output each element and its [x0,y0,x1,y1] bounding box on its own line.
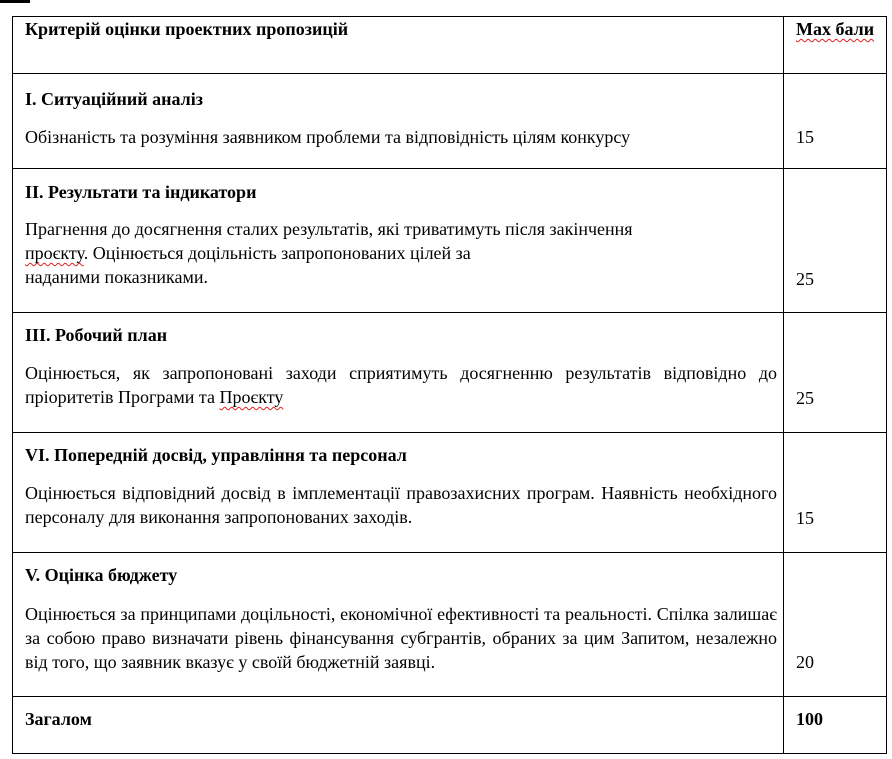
section-1-cell [13,74,784,169]
total-score: 100 [796,709,823,729]
section-5-cell [13,553,784,697]
section-2-desc [25,217,777,289]
section-4-desc: Оцінюється відповідний досвід в імплементації правозахисних програм. Наявність необхідного персоналу для виконання запропонованих заходів. [25,483,777,527]
section-1-title: I. Ситуаційний аналіз [25,89,203,109]
section-2-score: 25 [796,269,814,289]
section-3-desc-spell-word: Проєкту [219,387,284,407]
section-1-score: 15 [796,127,814,147]
total-score-cell [784,697,887,754]
table-row [13,169,887,313]
total-label: Загалом [25,709,92,729]
table-row [13,433,887,553]
section-5-score: 20 [796,652,814,672]
section-4-cell [13,433,784,553]
section-2-desc-line1: Прагнення до досягнення сталих результатів, які триватимуть після закінчення [25,219,633,239]
section-3-title: III. Робочий план [25,325,168,345]
section-2-desc-line2: . Оцінюється доцільність запропонованих цілей за [83,243,471,263]
section-1-desc: Обізнаність та розуміння заявником проблеми та відповідність цілям конкурсу [25,127,631,147]
section-3-cell [13,313,784,433]
total-label-cell [13,697,784,754]
header-max-cell [784,17,887,74]
table-header-row [13,17,887,74]
section-3-score-cell [784,313,887,433]
table-total-row [13,697,887,754]
section-2-desc-spell-word: проєкту [25,243,84,263]
section-3-desc-text: Оцінюється, як запропоновані заходи сприятимуть досягненню результатів відповідно до пріоритетів Програми та [25,363,777,407]
table-row [13,74,887,169]
header-criteria-cell [13,17,784,74]
section-3-score: 25 [796,388,814,408]
section-5-title: V. Оцінка бюджету [25,565,178,585]
header-max-label: Max бали [796,19,875,39]
header-criteria-label: Критерій оцінки проектних пропозицій [25,19,349,39]
section-5-desc: Оцінюється за принципами доцільності, економічної ефективності та реальності. Спілка залишає за собою право визначати рівень фінансування субгрантів, обраних за цим Запитом, незалежно від того, що заявник вказує у своїй бюджетній заявці. [25,604,777,672]
table-row [13,313,887,433]
page-top-mark [0,0,30,3]
evaluation-criteria-table [12,16,887,754]
section-4-score: 15 [796,508,814,528]
table-row [13,553,887,697]
section-1-score-cell [784,74,887,169]
section-2-title: II. Результати та індикатори [25,182,257,202]
section-2-cell [13,169,784,313]
section-3-desc [25,361,777,409]
section-4-title: VI. Попередній досвід, управління та персонал [25,445,407,465]
section-2-desc-line3: наданими показниками. [25,267,209,287]
section-5-score-cell [784,553,887,697]
section-4-score-cell [784,433,887,553]
section-2-score-cell [784,169,887,313]
